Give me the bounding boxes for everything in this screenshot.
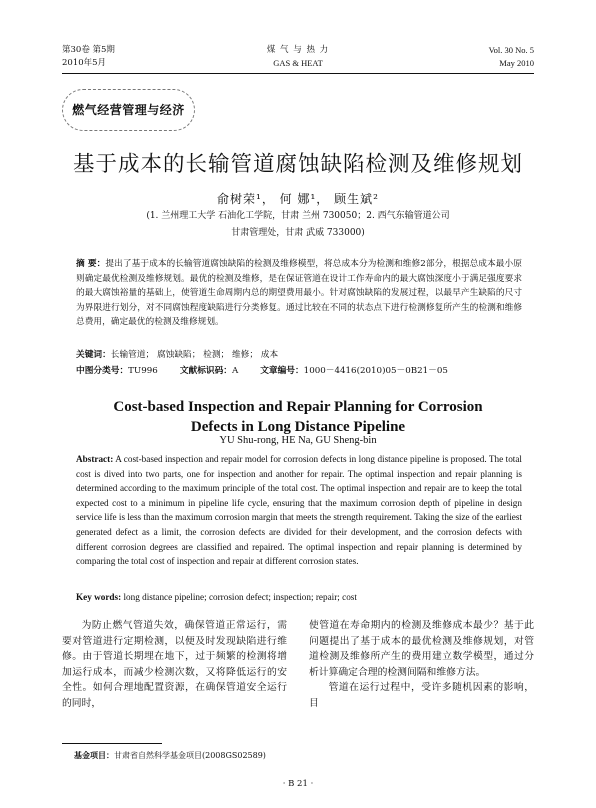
keywords-cn-label: 关键词： [76, 350, 111, 360]
abstract-en-label: Abstract: [76, 454, 114, 464]
journal-name-en: GAS & HEAT [273, 58, 323, 68]
journal-volume-en [489, 44, 534, 70]
abstract-en [76, 452, 522, 569]
volume-issue-line: 第30卷 第5期 [62, 45, 115, 55]
footnote [74, 750, 266, 762]
article-title-en [0, 397, 596, 437]
affiliation-cn [0, 208, 596, 242]
article-number-label: 文章编号： [260, 366, 304, 376]
body-paragraph: 使管道在寿命期内的检测及维修成本最少？基于此问题提出了基于成本的最优检测及维修规划，对管道检测及维修所产生的费用建立数学模型，通过分析计算确定合理的检测间隔和维修方法。 [309, 620, 534, 678]
authors-cn: 俞树荣¹， 何 娜¹， 顾生斌² [217, 192, 379, 206]
date-line: 2010年5月 [62, 58, 107, 68]
footnote-text: 甘肃省自然科学基金项目(2008GS02589) [114, 751, 266, 760]
title-en-line-1: Cost-based Inspection and Repair Planning for Corrosion [113, 399, 483, 415]
article-number-value: 1000－4416(2010)05－0B21－05 [303, 366, 448, 376]
keywords-en [76, 590, 522, 604]
keywords-cn-text: 长输管道； 腐蚀缺陷； 检测； 维修； 成本 [110, 350, 279, 360]
volume-en-line: Vol. 30 No. 5 [488, 45, 534, 55]
authors-en: YU Shu-rong, HE Na, GU Sheng-bin [219, 435, 377, 446]
journal-name-cn: 煤 气 与 热 力 [266, 45, 330, 55]
doc-code-value: A [231, 366, 239, 376]
keywords-cn [76, 348, 522, 362]
column-badge-label: 燃气经营管理与经济 [69, 103, 188, 117]
column-badge [62, 89, 195, 131]
doc-code-label: 文献标识码： [179, 366, 232, 376]
abstract-cn-text: 提出了基于成本的长输管道腐蚀缺陷的检测及维修模型，将总成本分为检测和维修2部分，根据总成本最小原则确定最优检测及维修规划。最优的检测及维修，是在保证管道在设计工作寿命内的最大腐蚀深度小于满足强度要求的最大腐蚀裕量的基础上，使管道生命周期内总的期望费用最小。针对腐蚀缺陷的发展过程，以最早产生缺陷的尺寸为界限进行划分，对不同腐蚀程度缺陷进行分类修复。通过比较在不同的状态点下进行检测修复所产生的检测和维修总费用，确定最优的检测及维修规划。 [76, 259, 522, 328]
abstract-cn [76, 257, 522, 330]
footnote-label: 基金项目： [74, 751, 114, 760]
keywords-en-label: Key words: [76, 592, 122, 602]
body-paragraph: 为防止燃气管道失效，确保管道正常运行，需要对管道进行定期检测，以便及时发现缺陷进行维修。由于管道长期埋在地下，过于频繁的检测将增加运行成本，而减少检测次数，又将降低运行的安全性。如何合理地配置资源，在确保管道安全运行的同时， [62, 620, 287, 709]
body-paragraph: 管道在运行过程中，受许多随机因素的影响，目 [309, 682, 534, 709]
page-number: · B 21 · [282, 779, 314, 789]
body-column-left [62, 618, 287, 712]
affiliation-line-1: (1. 兰州理工大学 石油化工学院，甘肃 兰州 730050；2. 西气东输管道公司 [146, 211, 450, 221]
class-number-label: 中图分类号： [76, 366, 129, 376]
article-title-cn: 基于成本的长输管道腐蚀缺陷检测及维修规划 [72, 152, 523, 177]
abstract-cn-label: 摘 要： [76, 259, 106, 269]
title-en-line-2: Defects in Long Distance Pipeline [190, 419, 406, 435]
classification-line [76, 364, 522, 378]
class-number-value: TU996 [128, 366, 158, 376]
header-rule [62, 73, 534, 74]
affiliation-line-2: 甘肃管理处，甘肃 武威 733000) [231, 228, 365, 238]
keywords-en-text: long distance pipeline; corrosion defect; inspection; repair; cost [123, 592, 357, 602]
body-column-right [309, 618, 534, 712]
footnote-rule [62, 743, 162, 744]
abstract-en-text: A cost-based inspection and repair model for corrosion defects in long distance pipeline is proposed. The total cost is dived into two parts, one for inspection and another for repair. The optimal inspection and repair planning is determined according to the maximum principle of the total cost. The optimal inspection and repair are to keep the total expected cost to a minimum in pipeline life cycle, ensuring that the maximum corrosion depth of pipeline in design service life is less than the maximum corrosion margin that meets the strength requirement. Taking the size of the earliest generated defect as a limit, the corrosion defects are divided for their development, and the corrosion defects with different corrosion degrees are classified and repaired. The optimal inspection and repair planning is determined by comparing the total cost of inspection and repair at different corrosion states. [76, 454, 522, 567]
date-en-line: May 2010 [499, 58, 534, 68]
